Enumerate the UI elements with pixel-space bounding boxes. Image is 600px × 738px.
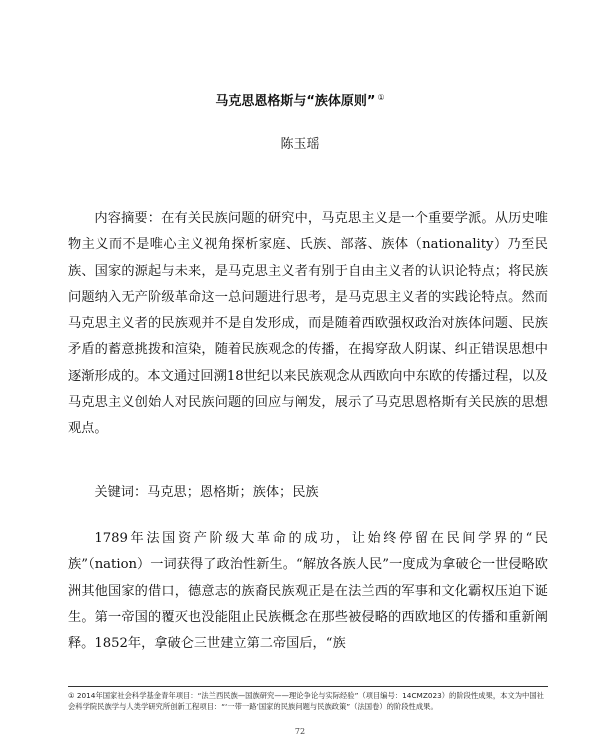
title-footnote-marker: ① bbox=[377, 92, 385, 102]
footnote-separator bbox=[68, 686, 548, 687]
keywords-line: 关键词：马克思；恩格斯；族体；民族 bbox=[94, 485, 319, 500]
article-title-text: 马克思恩格斯与“族体原则” bbox=[215, 94, 376, 109]
page-number: 72 bbox=[294, 727, 306, 736]
footnote: ① 2014年国家社会科学基金青年项目：“法兰西民族—国族研究——理论争论与实际经验”（项目编号：14CMZ023）的阶段性成果，本文为中国社会科学院民族学与人类学研究所创新工程项目：“‘一带一路’国家的民族问题与民族政策”（法国卷）的阶段性成果。 bbox=[68, 691, 544, 711]
author-name: 陈玉瑶 bbox=[280, 137, 320, 152]
abstract-paragraph: 内容摘要：在有关民族问题的研究中，马克思主义是一个重要学派。从历史唯物主义而不是唯心主义视角探析家庭、氏族、部落、族体（nationality）乃至民族、国家的源起与未来，是马克思主义者有别于自由主义者的认识论特点；将民族问题纳入无产阶级革命这一总问题进行思考，是马克思主义者的实践论特点。然而马克思主义者的民族观并不是自发形成，而是随着西欧强权政治对族体问题、民族矛盾的蓄意挑拨和渲染，随着民族观念的传播，在揭穿敌人阴谋、纠正错误思想中逐渐形成的。本文通过回溯18世纪以来民族观念从西欧向中东欧的传播过程，以及马克思主义创始人对民族问题的回应与阐发，展示了马克思恩格斯有关民族的思想观点。 bbox=[68, 211, 548, 437]
body-paragraph: 1789年法国资产阶级大革命的成功，让始终停留在民间学界的“民族”（nation）一词获得了政治性新生。“解放各族人民”一度成为拿破仑一世侵略欧洲其他国家的借口，德意志的族裔民族观正是在法兰西的军事和文化霸权压迫下诞生。第一帝国的覆灭也没能阻止民族概念在那些被侵略的西欧地区的传播和重新阐释。1852年，拿破仑三世建立第二帝国后，“族 bbox=[68, 531, 548, 652]
article-title bbox=[0, 90, 600, 109]
